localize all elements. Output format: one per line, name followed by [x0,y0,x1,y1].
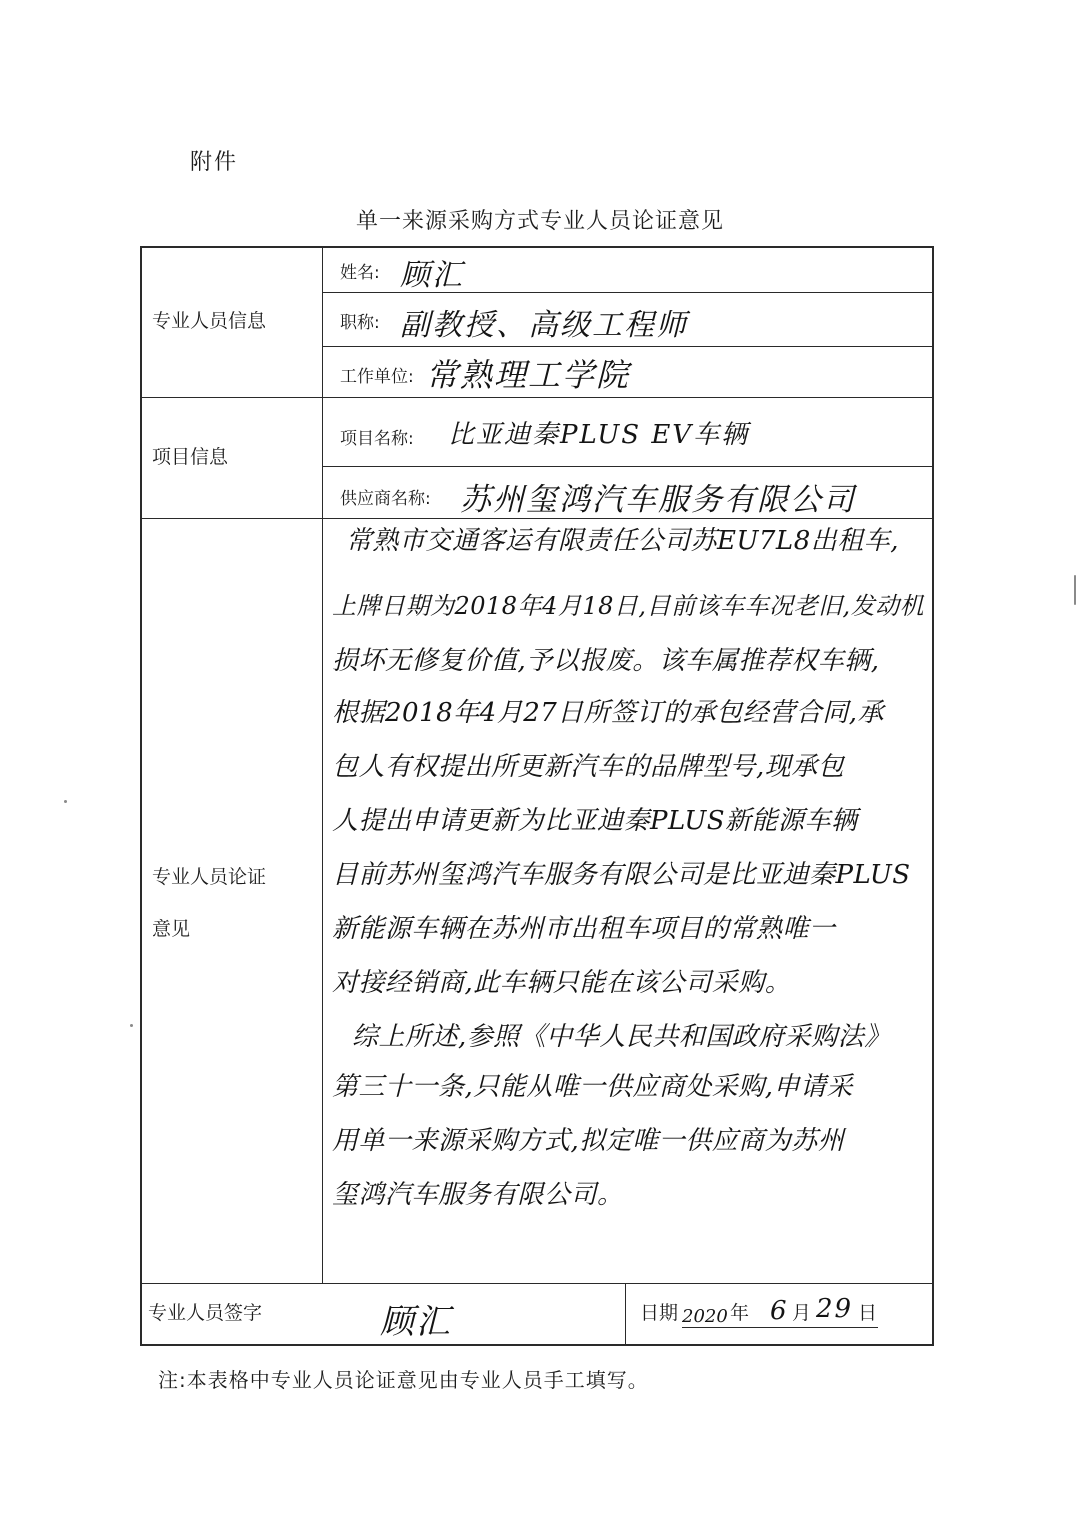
signature-label: 专业人员签字 [148,1302,263,1324]
title-label: 职称: [340,313,380,333]
handwritten-line: 新能源车辆在苏州市出租车项目的常熟唯一 [332,914,836,944]
date-day-unit: 日 [858,1302,878,1324]
date-day: 29 [816,1294,854,1324]
signature-value: 顾汇 [380,1302,452,1342]
scan-speck [1074,575,1076,605]
handwritten-line: 综上所述,参照《中华人民共和国政府采购法》 [352,1022,891,1052]
row-divider [140,1283,934,1284]
handwritten-line: 损坏无修复价值,予以报废。该车属推荐权车辆, [332,646,880,676]
handwritten-line: 包人有权提出所更新汽车的品牌型号,现承包 [332,752,845,782]
row-divider [322,346,934,347]
date-year-unit: 年 [730,1302,750,1324]
supplier-name-value: 苏州玺鸿汽车服务有限公司 [460,482,856,518]
scan-speck [130,1024,133,1027]
project-section-label: 项目信息 [152,446,229,468]
handwritten-line: 用单一来源采购方式,拟定唯一供应商为苏州 [332,1126,845,1156]
date-month: 6 [770,1296,789,1326]
handwritten-line: 玺鸿汽车服务有限公司。 [332,1180,624,1210]
project-name-label: 项目名称: [340,429,414,449]
title-value: 副教授、高级工程师 [400,308,688,343]
handwritten-line: 目前苏州玺鸿汽车服务有限公司是比亚迪秦PLUS [332,860,911,890]
date-underline [682,1327,878,1328]
form-title: 单一来源采购方式专业人员论证意见 [355,209,724,234]
handwritten-line: 根据2018年4月27日所签订的承包经营合同,承 [332,698,885,728]
handwritten-line: 人提出申请更新为比亚迪秦PLUS新能源车辆 [332,806,858,836]
handwritten-line: 对接经销商,此车辆只能在该公司采购。 [332,968,792,998]
date-month-unit: 月 [792,1302,812,1324]
name-value: 顾汇 [400,258,464,293]
supplier-name-label: 供应商名称: [340,489,431,509]
footer-note: 注:本表格中专业人员论证意见由专业人员手工填写。 [158,1368,649,1392]
project-name-value: 比亚迪秦PLUS EV车辆 [448,420,750,450]
work-unit-label: 工作单位: [340,367,414,387]
work-unit-value: 常熟理工学院 [426,356,631,394]
scan-speck [64,800,67,803]
name-label: 姓名: [340,263,380,283]
handwritten-line: 上牌日期为2018年4月18日,目前该车车况老旧,发动机 [332,592,925,620]
date-label: 日期 [640,1302,679,1324]
opinion-section-label: 专业人员论证 [152,866,267,888]
column-divider [625,1283,626,1345]
row-divider [140,397,934,398]
handwritten-line: 常熟市交通客运有限责任公司苏EU7L8出租车, [346,526,900,556]
personnel-section-label: 专业人员信息 [152,310,267,332]
attachment-label: 附件 [190,150,239,175]
date-year: 2020 [682,1306,728,1327]
row-divider [322,466,934,467]
handwritten-line: 第三十一条,只能从唯一供应商处采购,申请采 [332,1072,854,1102]
column-divider [322,248,323,1284]
opinion-section-label-continued: 意见 [152,918,191,940]
